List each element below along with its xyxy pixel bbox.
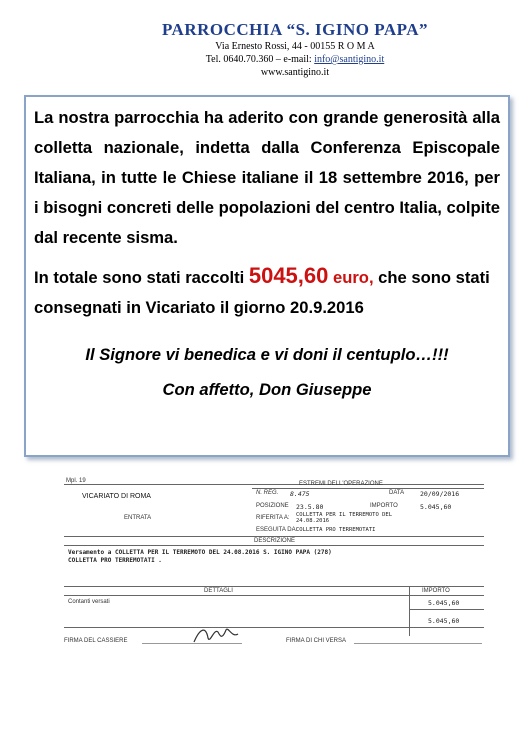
notice-paragraph-1: La nostra parrocchia ha aderito con grande generosità alla colletta nazionale, indetta dalla Conferenza Episcopale Italiana, in tutte le Chiese italiane il 18 settembre 2016, per i bisogni concreti delle popolazioni del centro Italia, colpite dal recente sisma. (34, 108, 500, 247)
signature-text: Con affetto, Don Giuseppe (162, 380, 372, 399)
nreg-value: 8.475 (290, 490, 310, 498)
notice-paragraph-2 (34, 261, 500, 323)
posizione-label: POSIZIONE (256, 503, 289, 509)
divider (409, 586, 410, 636)
website-text[interactable]: www.santigino.it (260, 67, 330, 78)
parish-title: PARROCCHIA “S. IGINO PAPA” (161, 20, 429, 39)
parish-address: Via Ernesto Rossi, 44 - 00155 R O M A (215, 41, 375, 52)
notice-box (24, 95, 510, 457)
amount-outro: che sono stati consegnati in Vicariato il giorno 20.9.2016 (34, 268, 490, 317)
dettagli-label: DETTAGLI (204, 588, 233, 594)
importo-value: 5.045,60 (420, 503, 452, 511)
divider (64, 595, 484, 596)
letterhead (0, 20, 530, 79)
firma-cassiere-label: FIRMA DEL CASSIERE (64, 638, 128, 644)
amount-value: 5045,60 (248, 263, 329, 288)
receipt-scan (64, 478, 484, 648)
data-label: DATA (389, 490, 405, 496)
riferita-label: RIFERITA A: (256, 515, 290, 521)
blessing-text: Il Signore vi benedica e vi doni il centuplo…!!! (85, 345, 449, 364)
email-link[interactable]: info@santigino.it (314, 54, 385, 65)
descrizione-line-2: COLLETTA PRO TERREMOTATI . (68, 557, 162, 564)
divider (409, 609, 484, 610)
firma-versa-label: FIRMA DI CHI VERSA (286, 638, 347, 644)
totale-value: 5.045,60 (428, 617, 460, 625)
divider (64, 586, 484, 587)
phone-text: Tel. 0640.70.360 – e-mail: (205, 54, 315, 65)
receipt-issuer: VICARIATO DI ROMA (82, 493, 151, 500)
riferita-value-2: 24.08.2016 (296, 518, 330, 524)
importo-label: IMPORTO (370, 503, 398, 509)
divider (64, 627, 484, 628)
eseguita-value: COLLETTA PRO TERREMOTATI (296, 527, 376, 533)
posizione-value: 23.5.80 (296, 503, 324, 511)
contanti-value: 5.045,60 (428, 599, 460, 607)
divider (252, 488, 484, 489)
amount-intro: In totale sono stati raccolti (34, 268, 249, 287)
parish-contacts (60, 53, 530, 66)
cashier-signature-icon (192, 624, 242, 646)
data-value: 20/09/2016 (420, 490, 460, 498)
contanti-label: Contanti versati (68, 599, 110, 605)
importo-column-label: IMPORTO (422, 588, 450, 594)
eseguita-label: ESEGUITA DA: (256, 527, 298, 533)
divider (64, 484, 484, 485)
amount-unit: euro, (328, 268, 374, 287)
receipt-mod: Mpl. 19 (66, 478, 86, 484)
signature-line (354, 643, 482, 644)
divider (64, 536, 484, 537)
receipt-section-title: ESTREMI DELL'OPERAZIONE (299, 481, 383, 487)
descrizione-line-1: Versamento a COLLETTA PER IL TERREMOTO DEL 24.08.2016 S. IGINO PAPA (278) (68, 549, 332, 556)
divider (64, 545, 484, 546)
descrizione-label: DESCRIZIONE (254, 538, 296, 544)
entrata-label: ENTRATA (124, 515, 152, 521)
nreg-label: N. REG. (256, 490, 279, 496)
riferita-value-1: COLLETTA PER IL TERREMOTO DEL (296, 512, 393, 518)
